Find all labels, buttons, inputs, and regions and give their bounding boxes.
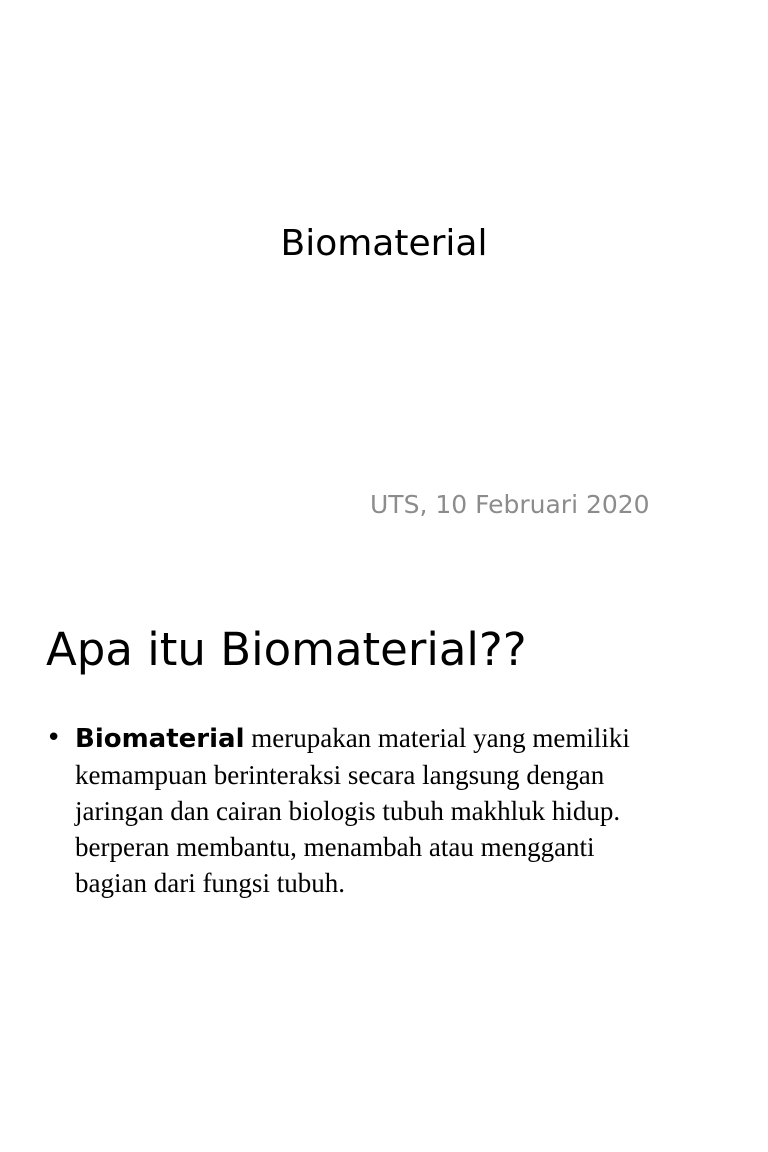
bullet-line-2: kemampuan berinteraksi secara langsung dengan	[75, 760, 605, 790]
bullet-line-4: berperan membantu, menambah atau mengganti	[75, 832, 595, 862]
bullet-line-1	[75, 720, 726, 757]
slide-title: Biomaterial	[280, 223, 488, 264]
bullet-line-1-text: merupakan material yang memiliki	[244, 723, 630, 753]
bullet-line-5: bagian dari fungsi tubuh.	[75, 868, 345, 898]
bullet-line-3: jaringan dan cairan biologis tubuh makhluk hidup.	[75, 796, 621, 826]
bullet-item	[46, 720, 726, 901]
content-slide	[0, 576, 768, 1152]
slide-subtitle: UTS, 10 Februari 2020	[370, 490, 650, 519]
bullet-text	[75, 720, 726, 901]
content-slide-title: Apa itu Biomaterial??	[46, 623, 527, 676]
bullet-bold-term: Biomaterial	[75, 724, 245, 754]
bullet-icon: •	[46, 723, 62, 753]
